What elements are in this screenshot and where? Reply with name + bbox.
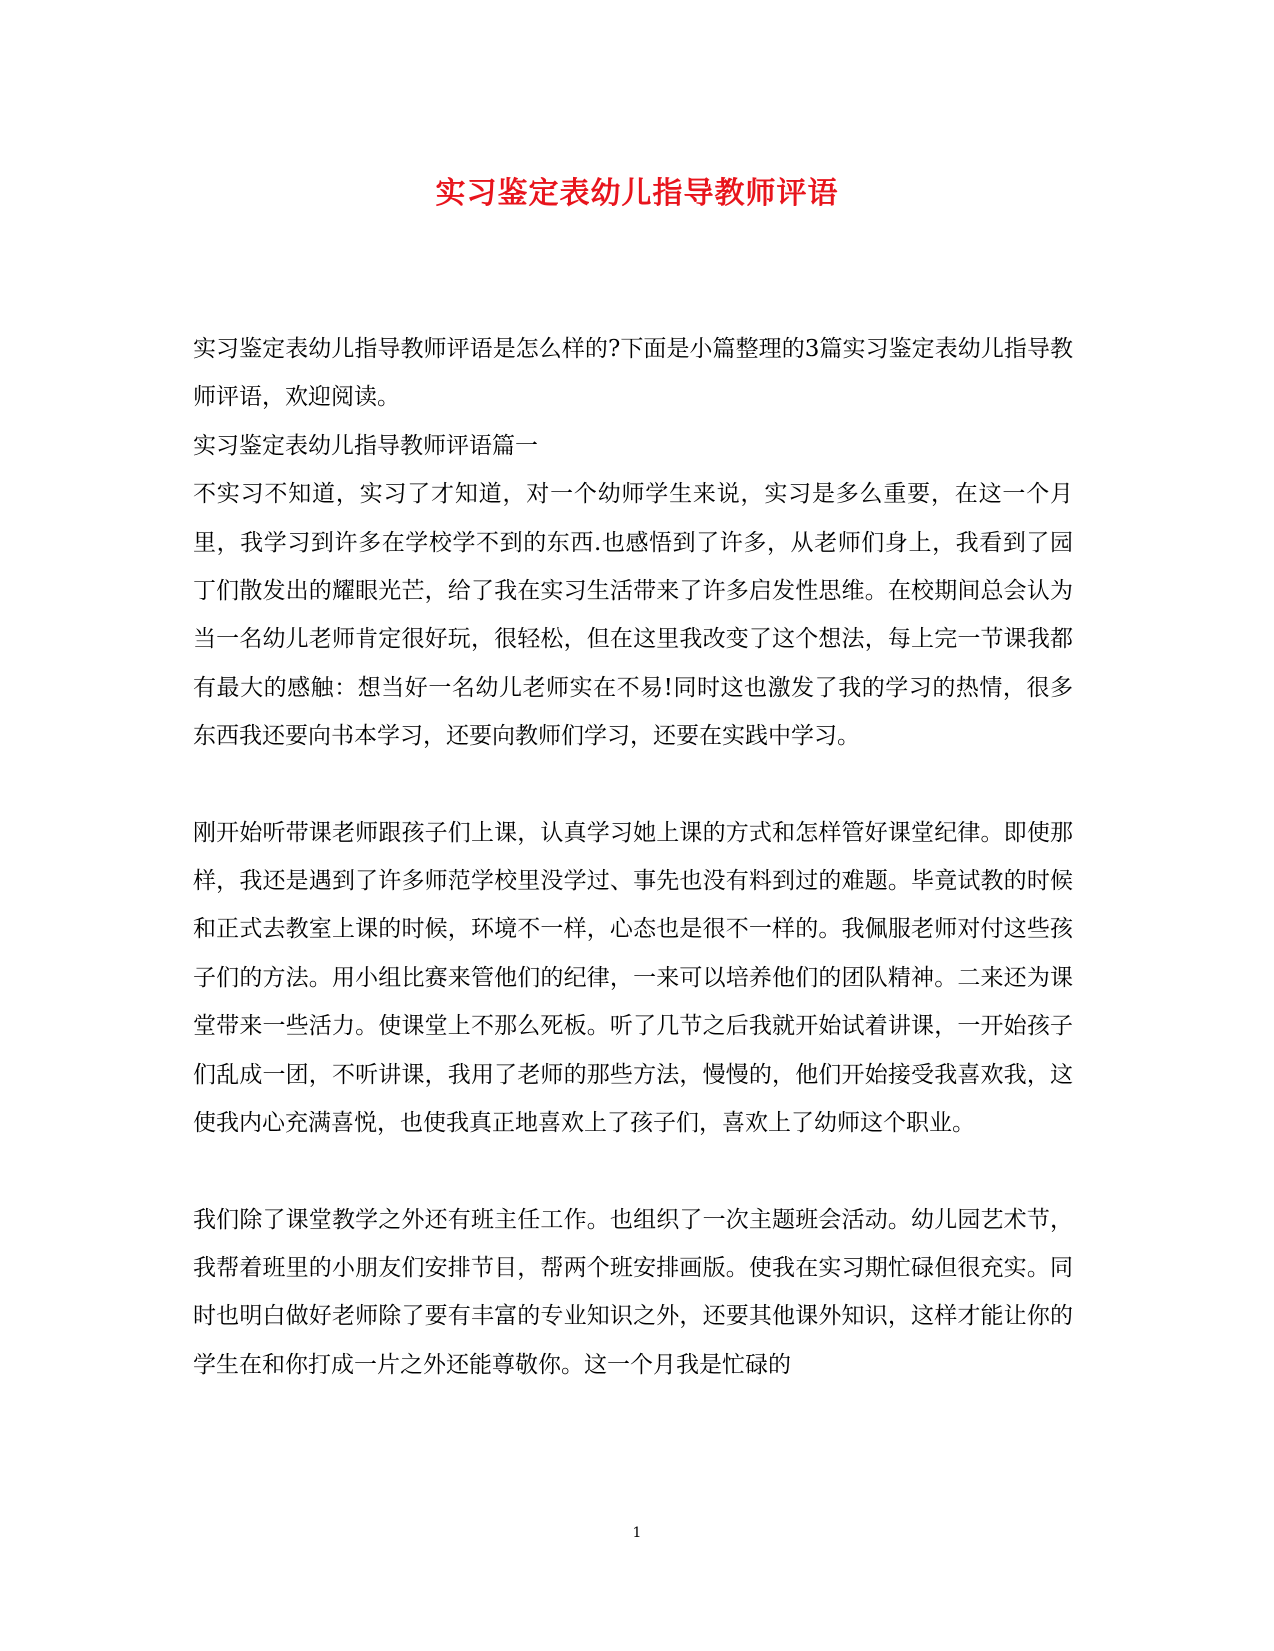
body-paragraph-2: 刚开始听带课老师跟孩子们上课，认真学习她上课的方式和怎样管好课堂纪律。即使那样，我还是遇到了许多师范学校里没学过、事先也没有料到过的难题。毕竟试教的时候和正式去教室上课的时候，环境不一样，心态也是很不一样的。我佩服老师对付这些孩子们的方法。用小组比赛来管他们的纪律，一来可以培养他们的团队精神。二来还为课堂带来一些活力。使课堂上不那么死板。听了几节之后我就开始试着讲课，一开始孩子们乱成一团，不听讲课，我用了老师的那些方法，慢慢的，他们开始接受我喜欢我，这使我内心充满喜悦，也使我真正地喜欢上了孩子们，喜欢上了幼师这个职业。: [193, 819, 1073, 1137]
document-title: 实习鉴定表幼儿指导教师评语: [435, 176, 839, 211]
paragraph-gap: [193, 1148, 1073, 1196]
document-body: [193, 325, 1073, 1389]
paragraph-gap: [193, 761, 1073, 809]
section-heading: 实习鉴定表幼儿指导教师评语篇一: [193, 432, 538, 459]
page-number: 1: [632, 1525, 642, 1541]
intro-paragraph: 实习鉴定表幼儿指导教师评语是怎么样的?下面是小篇整理的3篇实习鉴定表幼儿指导教师评语，欢迎阅读。: [193, 336, 1073, 411]
body-paragraph-3: 我们除了课堂教学之外还有班主任工作。也组织了一次主题班会活动。幼儿园艺术节，我帮着班里的小朋友们安排节目，帮两个班安排画版。使我在实习期忙碌但很充实。同时也明白做好老师除了要有丰富的专业知识之外，还要其他课外知识，这样才能让你的学生在和你打成一片之外还能尊敬你。这一个月我是忙碌的: [193, 1206, 1073, 1378]
body-paragraph-1: 不实习不知道，实习了才知道，对一个幼师学生来说，实习是多么重要，在这一个月里，我学习到许多在学校学不到的东西.也感悟到了许多，从老师们身上，我看到了园丁们散发出的耀眼光芒，给了我在实习生活带来了许多启发性思维。在校期间总会认为当一名幼儿老师肯定很好玩，很轻松，但在这里我改变了这个想法，每上完一节课我都有最大的感触：想当好一名幼儿老师实在不易!同时这也激发了我的学习的热情，很多东西我还要向书本学习，还要向教师们学习，还要在实践中学习。: [193, 481, 1073, 750]
